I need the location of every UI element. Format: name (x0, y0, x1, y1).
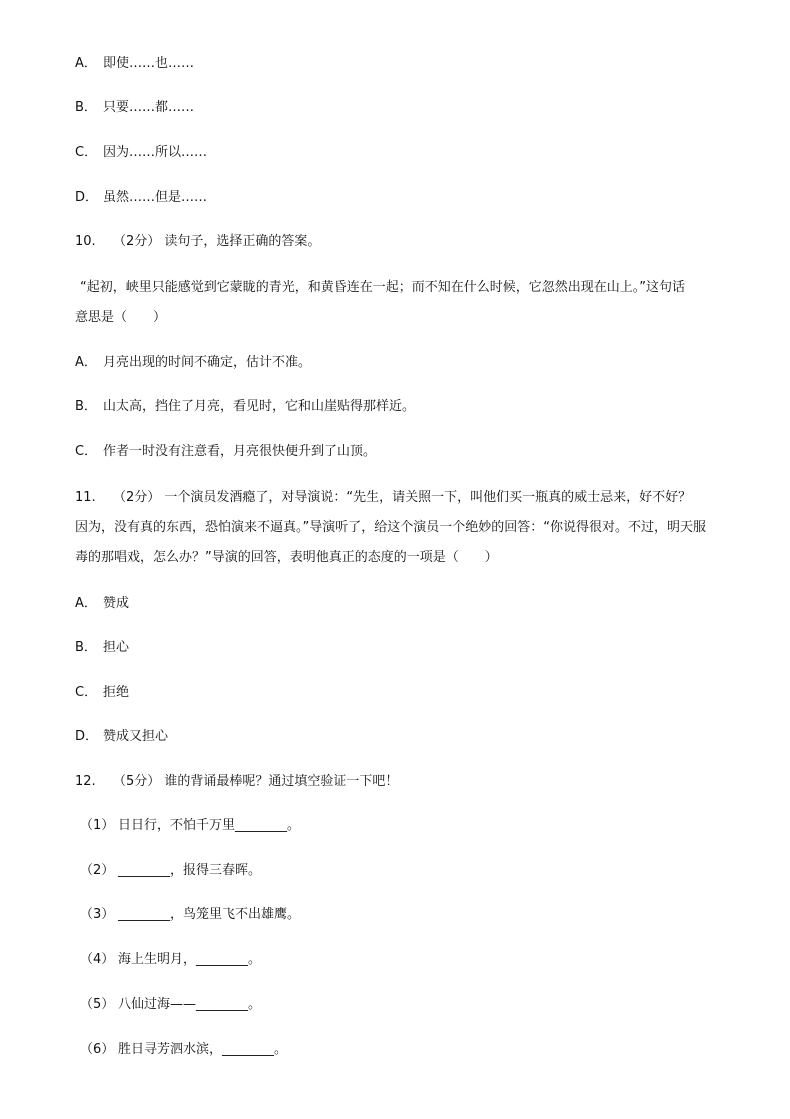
q12-item-4 (80, 951, 261, 969)
question-prompt: 读句子，选择正确的答案。 (164, 234, 321, 249)
q12-item-2 (80, 862, 261, 880)
item-text: ________，鸟笼里飞不出雄鹰。 (118, 907, 301, 922)
option-letter: B． (75, 640, 97, 655)
option-letter: C． (75, 145, 98, 160)
q10-passage-line1: “起初，峡里只能感觉到它蒙眬的青光，和黄昏连在一起；而不知在什么时候，它忽然出现在山上。”这句话 (80, 280, 685, 295)
q9-option-b (75, 99, 194, 117)
q10-option-c (75, 443, 376, 461)
option-text: 因为……所以…… (103, 145, 208, 160)
q11-option-c (75, 684, 129, 702)
question-number: 10. (75, 234, 96, 249)
q11-option-d (75, 728, 168, 746)
question-prompt: 谁的背诵最棒呢？通过填空验证一下吧！ (164, 774, 399, 789)
q12-item-1 (80, 817, 300, 835)
option-letter: A． (75, 355, 97, 370)
option-text: 虽然……但是…… (103, 190, 208, 205)
option-letter: A． (75, 56, 97, 71)
q12-header (75, 773, 398, 791)
item-number: （3） (80, 907, 115, 922)
q9-option-d (75, 189, 207, 207)
q11-header (75, 489, 691, 507)
q10-option-a (75, 354, 311, 372)
question-score: （2分） (113, 490, 161, 505)
q12-item-6 (80, 1041, 287, 1059)
q10-passage-line2: 意思是（ ） (75, 310, 167, 325)
option-text: 月亮出现的时间不确定，估计不准。 (103, 355, 312, 370)
option-text: 赞成又担心 (103, 729, 169, 744)
question-number: 11. (75, 490, 96, 505)
option-text: 拒绝 (103, 685, 130, 700)
option-letter: D． (75, 729, 99, 744)
option-letter: B． (75, 100, 97, 115)
option-text: 山太高，挡住了月亮，看见时，它和山崖贴得那样近。 (103, 399, 416, 414)
item-number: （5） (80, 997, 115, 1012)
option-text: 赞成 (103, 596, 130, 611)
option-letter: C． (75, 444, 98, 459)
q12-item-3 (80, 906, 300, 924)
question-score: （2分） (113, 234, 161, 249)
item-text: 日日行，不怕千万里________。 (118, 818, 301, 833)
question-number: 12. (75, 774, 96, 789)
option-text: 作者一时没有注意看，月亮很快便升到了山顶。 (103, 444, 377, 459)
option-text: 即使……也…… (103, 56, 195, 71)
q12-item-5 (80, 996, 261, 1014)
option-letter: D． (75, 190, 99, 205)
option-letter: C． (75, 685, 98, 700)
q9-option-c (75, 144, 207, 162)
question-text-line1: 一个演员发酒瘾了，对导演说：“先生，请关照一下，叫他们买一瓶真的威士忌来，好不好？ (164, 490, 692, 505)
q9-option-a (75, 55, 194, 73)
option-letter: B． (75, 399, 97, 414)
item-text: 胜日寻芳泗水滨，________。 (118, 1042, 288, 1057)
q11-option-b (75, 639, 129, 657)
option-letter: A． (75, 596, 97, 611)
item-text: 八仙过海——________。 (118, 997, 262, 1012)
option-text: 只要……都…… (103, 100, 195, 115)
item-number: （4） (80, 952, 115, 967)
item-number: （2） (80, 863, 115, 878)
item-text: ________，报得三春晖。 (118, 863, 262, 878)
item-number: （1） (80, 818, 115, 833)
q10-option-b (75, 398, 415, 416)
q11-text-line3: 毒的那唱戏，怎么办？”导演的回答，表明他真正的态度的一项是（ ） (75, 550, 498, 565)
q10-header (75, 233, 320, 251)
q11-text-line2: 因为，没有真的东西，恐怕演来不逼真。”导演听了，给这个演员一个绝妙的回答：“你说得很对。不过，明天服 (75, 520, 706, 535)
item-number: （6） (80, 1042, 115, 1057)
question-score: （5分） (113, 774, 161, 789)
option-text: 担心 (103, 640, 130, 655)
item-text: 海上生明月，________。 (118, 952, 262, 967)
q11-option-a (75, 595, 129, 613)
